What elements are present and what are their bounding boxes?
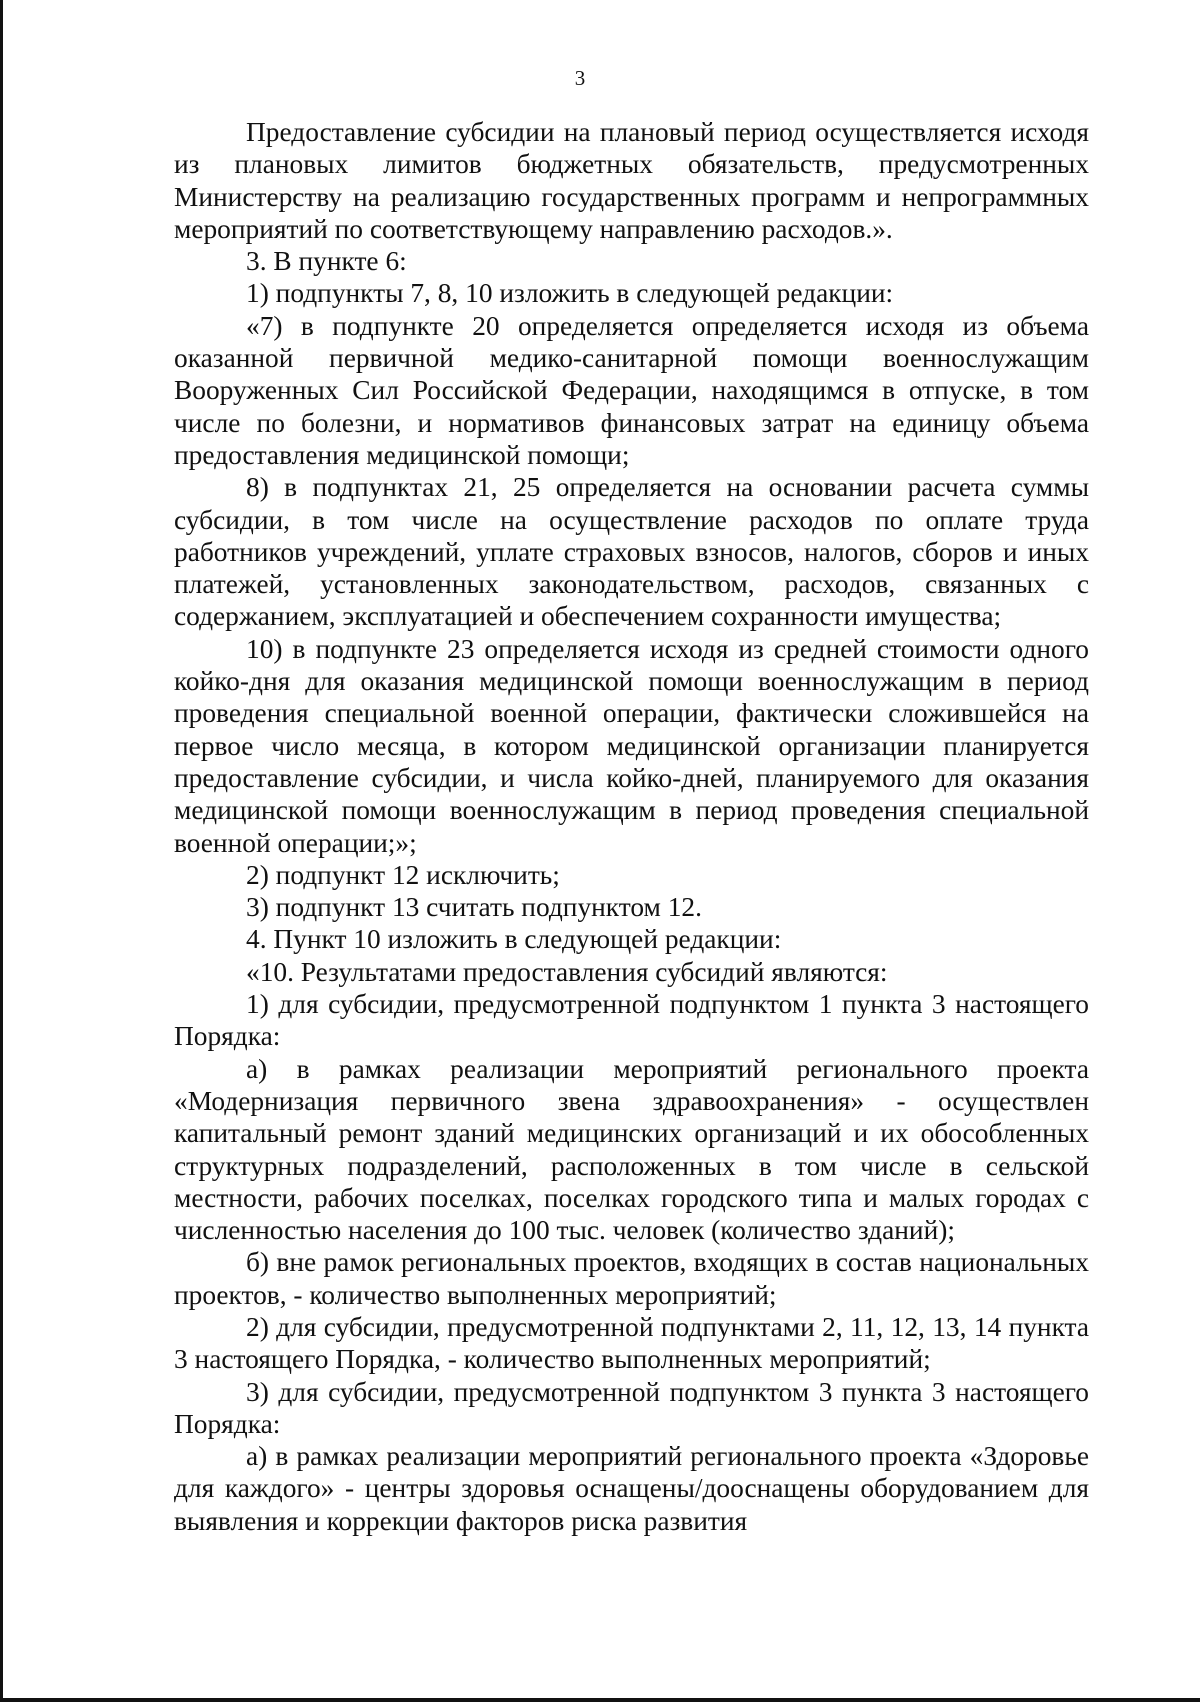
scan-bottom-edge bbox=[0, 1698, 1200, 1702]
paragraph-result-1b: б) вне рамок региональных проектов, входящих в состав национальных проектов, - количество выполненных мероприятий; bbox=[174, 1247, 1089, 1310]
paragraph-item-3: 3. В пункте 6: bbox=[246, 246, 407, 277]
paragraph-result-1a: а) в рамках реализации мероприятий регионального проекта «Модернизация первичного звена здравоохранения» - осуществлен капитальный ремонт зданий медицинских организаций и их обособленных структурных подразделений, расположенных в том числе в сельской местности, рабочих поселках, поселках городского типа и малых городах с численностью населения до 100 тыс. человек (количество зданий); bbox=[174, 1053, 1089, 1246]
document-body bbox=[174, 116, 1089, 1537]
paragraph-item-10-results: «10. Результатами предоставления субсидий являются: bbox=[246, 956, 888, 987]
paragraph-item-4: 4. Пункт 10 изложить в следующей редакции: bbox=[246, 924, 782, 955]
page-number: 3 bbox=[574, 66, 586, 90]
scan-left-edge bbox=[0, 0, 3, 1702]
paragraph-subitem-13-renumber: 3) подпункт 13 считать подпунктом 12. bbox=[246, 892, 702, 923]
paragraph-subitem-10: 10) в подпункте 23 определяется исходя из средней стоимости одного койко-дня для оказания медицинской помощи военнослужащим в период проведения специальной военной операции, фактически сложившейся на первое число месяца, в котором медицинской организации планируется предоставление субсидии, и числа койко-дней, планируемого для оказания медицинской помощи военнослужащим в период проведения специальной военной операции;»; bbox=[174, 633, 1089, 858]
paragraph-subitem-7: «7) в подпункте 20 определяется определяется исходя из объема оказанной первичной медико-санитарной помощи военнослужащим Вооруженных Сил Российской Федерации, находящимся в отпуске, в том числе по болезни, и нормативов финансовых затрат на единицу объема предоставления медицинской помощи; bbox=[174, 310, 1089, 470]
paragraph-result-1: 1) для субсидии, предусмотренной подпунктом 1 пункта 3 настоящего Порядка: bbox=[174, 989, 1089, 1052]
paragraph-subitems-7-8-10: 1) подпункты 7, 8, 10 изложить в следующей редакции: bbox=[246, 278, 894, 309]
paragraph-subitem-8: 8) в подпунктах 21, 25 определяется на основании расчета суммы субсидии, в том числе на осуществление расходов по оплате труда работников учреждений, уплате страховых взносов, налогов, сборов и иных платежей, установленных законодательством, расходов, связанных с содержанием, эксплуатацией и обеспечением сохранности имущества; bbox=[174, 472, 1089, 632]
paragraph-result-3a: а) в рамках реализации мероприятий регионального проекта «Здоровье для каждого» - центры здоровья оснащены/дооснащены оборудованием для выявления и коррекции факторов риска развития bbox=[174, 1441, 1089, 1536]
paragraph-subsidy-planning-period: Предоставление субсидии на плановый период осуществляется исходя из плановых лимитов бюджетных обязательств, предусмотренных Министерству на реализацию государственных программ и непрограммных мероприятий по соответствующему направлению расходов.». bbox=[174, 117, 1089, 244]
paragraph-result-2: 2) для субсидии, предусмотренной подпунктами 2, 11, 12, 13, 14 пункта 3 настоящего Порядка, - количество выполненных мероприятий; bbox=[174, 1311, 1089, 1375]
paragraph-subitem-12-exclude: 2) подпункт 12 исключить; bbox=[246, 859, 560, 890]
paragraph-result-3: 3) для субсидии, предусмотренной подпунктом 3 пункта 3 настоящего Порядка: bbox=[174, 1376, 1089, 1439]
